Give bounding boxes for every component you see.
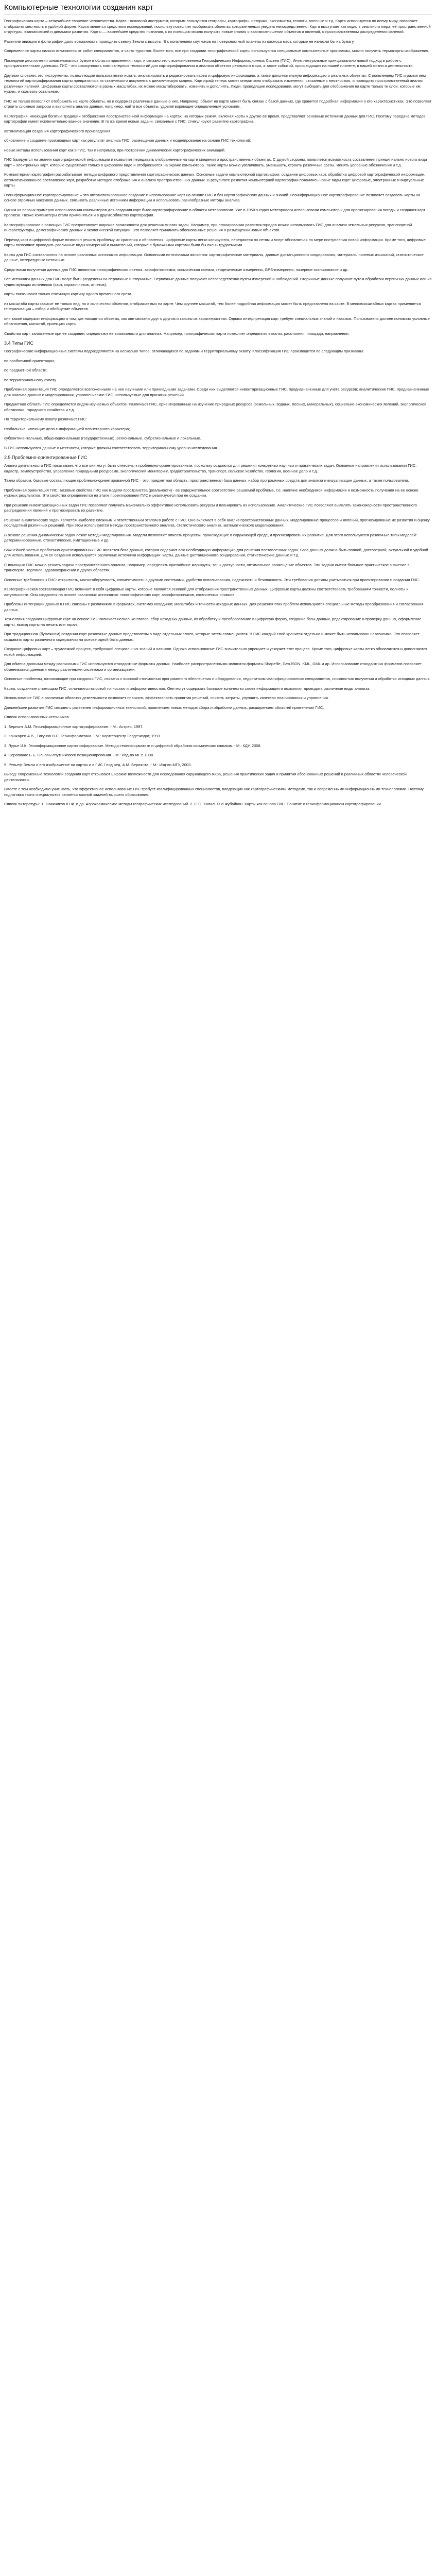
paragraph: Развитие авиации и фотографии дало возможность проводить съемку Земли с высоты. В с появлением спутников на поверхностный планеты из космоса мест, которые не нанесли бы на бумагу. [4,39,355,44]
paragraph: Карты для ГИС составляются на основе различных источников информации. Основными источниками являются: картографические материалы, данные дистанционного зондирования, материалы полевых изысканий, статистические данные, литературные источники. [4,252,424,262]
paragraph: Геоинформационное картографирование – это автоматизированное создание и использование карт на основе ГИС и баз картографических данных и знаний. Геоинформационное картографирование позволяет создавать карты на основе огромных массивов данных, связывать различные источники информации и использовать разнообразные методы анализа. [4,192,421,202]
paragraph: Географическая карта – величайшее творение человечества. Карта - основной инструмент, которым пользуются географы, картографы, историки, экономисты, геологи, военные и т.д. Карта используется по всему миру, позволяет отобразить местность в удобной форме. Карта является средством исследований, поскольку позволяет изображать объекты, которые нельзя увидеть непосредственно. Карта выступает как модель реального мира, её пространственной структуры, взаимосвязей и динамики развития. Карты — важнейшее средство познания, с их помощью можно получить новые знания о взаимоотношении объектов и явлений, о пространственном распределении явлений. [4,19,431,34]
paragraph: Основные проблемы, возникающие при создании ГИС, связаны с высокой стоимостью программного обеспечения и оборудования, недостатком квалифицированных специалистов, сложностью получения и обработки исходных данных. [4,676,431,681]
paragraph: автоматизация создания картографического произведения; [4,128,112,133]
paragraph: Последние десятилетия ознаменовались бумом в области применения карт, и связано это с возникновением Географических Информационных Систем (ГИС). Интеллектуальные принципиально новый подход в работе с пространственными данными. ГИС - это совокупность компьютерных технологий для картографирования и анализа объектов реального мира, а также событий, происходящих на нашей планете, в нашей жизни и деятельности. [4,58,414,68]
paragraph: новые методы использования карт как в ГИС, так и например, при построении динамических картографических анимаций. [4,147,226,152]
paragraph: При традиционном (бумажном) создании карт различные данные представлены в виде отдельных слоев, которые затем совмещаются. В ГИС каждый слой хранится отдельно и может быть использован независимо. Это позволяет создавать карты различного содержания на основе одной базы данных. [4,632,420,642]
paragraph: Другими словами, это инструменты, позволяющие пользователям искать, анализировать и редактировать карты и цифровую информацию, а также дополнительную информацию о реальных объектах. С появлением ГИС и развитием технологий картографирования карты превратились из статического документа в динамическую модель. Картограф теперь может оперативно отображать изменения, связанные с местностью, и проводить пространственный анализ различных явлений. Цифровые карты составляются в разных масштабах, их можно масштабировать, изменять и дополнять. Люди, проводящие исследования, могут выбирать для отображения на карте только те слои, которые им нужны, и скрывать остальные. [4,73,426,94]
paragraph: Проблемы интеграции данных в ГИС связаны с различиями в форматах, системах координат, масштабах и точности исходных данных. Для решения этих проблем используются специальные методы преобразования и согласования данных. [4,602,424,612]
paragraph: В ГИС используются данные о местности, которые должны соответствовать территориальному уровню исследования. [4,445,218,450]
paragraph: ГИС не только позволяют отображать на карте объекты, но и содержат различные данные о них. Например, объект на карте может быть связан с базой данных, где хранится подробная информация о его характеристиках. Это позволяет строить сложные запросы и выполнять анализ данных, например, найти все объекты, удовлетворяющие определенным условиям. [4,98,432,109]
paragraph: Картографирование с помощью ГИС предоставляет широкие возможности для решения многих задач. Например, при планировании развития городов можно использовать ГИС для анализа земельных ресурсов, транспортной инфраструктуры, демографических данных и экологической ситуации. Это позволяет принимать обоснованные решения о размещении новых объектов. [4,222,412,232]
paragraph: По территориальному охвату различают ГИС: [4,417,87,421]
paragraph: Дальнейшее развитие ГИС связано с развитием информационных технологий, появлением новых методов сбора и обработки данных, расширением областей применения ГИС. [4,705,324,710]
page [0,0,436,817]
paragraph: по территориальному охвату. [4,377,57,382]
paragraph: Основные требования к ГИС: открытость, масштабируемость, совместимость с другими системами, удобство использования, надежность и безопасность. Эти требования должны учитываться при проектировании и создании ГИС. [4,577,420,582]
paragraph: Список использованных источников [4,715,69,719]
paragraph: 3. Лурье И.К. Геоинформационное картографирование. Методы геоинформатики и цифровой обработки космических снимков. - М.: КДУ, 2008. [4,743,261,748]
paragraph: по предметной области; [4,368,48,372]
paragraph: Использование ГИС в различных областях деятельности позволяет повысить эффективность принятия решений, снизить затраты, улучшить качество планирования и управления. [4,696,329,700]
paragraph: Картография, имеющая богатые традиции отображения пространственной информации на картах, на которых режим, включая карты и другие ее время, представляет основные источники данных для ГИС. Поэтому передача методов картографии имеет исключительно важное значение. В то же время новые задачи, связанные с ГИС, стимулируют развитие картографии. [4,113,426,124]
paragraph: Средствами получения данных для ГИС являются: топографическая съемка, аэрофотосъемка, космическая съемка, геодезические измерения, GPS-измерения, лазерное сканирование и др. [4,267,348,272]
paragraph: Решение аналитических задач является наиболее сложным и ответственным этапом в работе с ГИС. Оно включает в себя анализ пространственных данных, моделирование процессов и явлений, прогнозирование их развития и оценку последствий различных решений. При этом используются методы пространственного анализа, статистического анализа, математического моделирования. [4,517,430,528]
paragraph: Для обмена данными между различными ГИС используются стандартные форматы данных. Наиболее распространенными являются форматы Shapefile, GeoJSON, KML, GML и др. Использование стандартных форматов позволяет обмениваться данными между различными системами и организациями. [4,662,422,672]
paragraph: Технология создания цифровых карт на основе ГИС включает несколько этапов: сбор исходных данных, их обработку и преобразование в цифровую форму, создание базы данных, редактирование и проверку данных, оформление карты, вывод карты на печать или экран. [4,617,422,627]
paragraph: При решении инвентаризационных задач ГИС позволяют получать максимально эффективно использовать ресурсы и планировать их использование. Аналитические ГИС позволяют выявлять закономерности пространственного распределения явлений и прогнозировать их развитие. [4,502,417,513]
paragraph: Анализ деятельности ГИС показывает, что все они могут быть отнесены к проблемно-ориентированным, поскольку создаются для решения конкретных научных и практических задач. Основные направления использования ГИС: кадастр, землеустройство, управление природными ресурсами, экологический мониторинг, градостроительство, транспорт, сельское хозяйство, геология, военное дело и т.д. [4,463,417,473]
paragraph: Вывод: современные технологии создания карт открывают широкие возможности для исследования окружающего мира, решения практических задач и принятия обоснованных решений в различных областях человеческой деятельности. [4,772,407,782]
paragraph: 4. Серапинас Б.Б. Основы спутникового позиционирования. - М.: Изд-во МГУ, 1998. [4,753,154,757]
paragraph: из масштаба карты зависит не только вид, но и количество объектов, отображаемых на карте. Чем крупнее масштаб, тем более подробная информация может быть представлена на карте. В мелкомасштабных картах применяется генерализация – отбор и обобщение объектов. [4,301,421,311]
page-title: Компьютерные технологии создания карт [4,3,432,14]
paragraph: 5. Рельеф Земли и его изображение на картах и в ГИС / под ред. А.М. Берлянта. - М.: Изд-во МГУ, 2003. [4,762,192,767]
paragraph: глобальные, имеющие дело с информацией планетарного характера; [4,426,130,431]
paragraph: Предметная область ГИС определяется видом изучаемых объектов. Различают ГИС, ориентированные на изучение природных ресурсов (земельных, водных, лесных, минеральных), социально-экономических явлений, экологической обстановки, городского хозяйства и т.д. [4,402,427,412]
paragraph: 2. Кошкарев А.В., Тикунов В.С. Геоинформатика. - М.: Картгеоцентр-Геодезиздат, 1993. [4,734,161,738]
paragraph: Одним из первых примеров использования компьютеров для создания карт было картографирование в области метеорологии. Уже в 1950-х годах метеорологи использовали компьютеры для прогнозирования погоды и создания карт прогноза. Позже компьютеры стали применяться и в других областях картографии. [4,207,426,217]
article-body [4,19,432,807]
paragraph: субконтинентальные, общенациональные (государственные), региональные, субрегиональные и локальные. [4,436,201,440]
paragraph: Современные карты сильно отличаются от работ специалистов, а часто туристов. Более того, все при создании топографической карты используются специальные компьютерные программы, можно получить термокарты изображения. [4,48,429,53]
paragraph: карты показывают только статичную картину одного временного среза. [4,292,132,296]
paragraph: В основе решения динамических задач лежат методы моделирования. Модели позволяют описать процессы, происходящие в окружающей среде, и прогнозировать их развитие. Для этого используются различные типы моделей: детерминированные, стохастические, имитационные и др. [4,532,417,543]
paragraph: Список литературы: 1. Книжников Ю.Ф. и др. Аэрокосмические методы географических исследований. 2. С.С. Халил. О.И Фубайнин. Карты как основа ГИС. Понятие о геоинформационном картографировании. [4,802,382,806]
paragraph: Проблемная ориентация ГИС определяется возложенными на нее научными или прикладными задачами. Среди них выделяются инвентаризационные ГИС, предназначенные для учета ресурсов; аналитические ГИС, предназначенные для анализа данных и моделирования; управленческие ГИС, используемые для принятия решений. [4,387,429,397]
paragraph: Таким образом, базовые составляющие проблемно-ориентированной ГИС – это: предметная область, пространственная база данных, набор программных средств для анализа и визуализации данных, а также пользователи. [4,478,409,483]
paragraph: Карты, созданные с помощью ГИС, отличаются высокой точностью и информативностью. Они могут содержать большое количество слоев информации и позволяют проводить различные виды анализа. [4,686,371,691]
paragraph: 1. Берлянт А.М. Геоинформационное картографирование. - М.: Астрея, 1997. [4,724,144,729]
paragraph: Важнейшей частью проблемно-ориентированных ГИС является база данных, которая содержит всю необходимую информацию для решения поставленных задач. База данных должна быть полной, достоверной, актуальной и удобной для использования. Для ее создания используются различные источники информации: карты, данные дистанционного зондирования, статистические данные и т.д. [4,547,428,557]
paragraph: ГИС базируется на знании картографической информации и позволяет передавать отображенные на карте сведения о пространственных объектах. С другой стороны, появляется возможность составления принципиально нового вида карт – электронных карт, которые существуют только в цифровом виде и отображаются на экране компьютера. Такие карты можно увеличивать, уменьшать, строить различные срезы, менять условные обозначения и т.д. [4,157,427,167]
paragraph: Картографическая составляющая ГИС включает в себя цифровые карты, которые являются основой для отображения пространственных данных. Цифровые карты должны соответствовать требованиям точности, полноты и актуальности. Они создаются на основе различных источников: топографических карт, аэрофотоснимков, космических снимков. [4,587,409,597]
paragraph: Переход карт в цифровой форме позволил решить проблему их хранения и обновления. Цифровые карты легко копируются, передаются по сетям и могут обновляться по мере поступления новой информации. Кроме того, цифровые карты позволяют проводить различные виды измерений и вычислений, которые с бумажными картами были бы очень трудоемкими. [4,237,426,247]
paragraph: Свойства карт, заложенные при ее создании, определяют ее возможности для анализа. Например, топографическая карта позволяет определять высоты, расстояния, площади, направления. [4,331,350,336]
paragraph: Проблемная ориентация ГИС. Базовые свойства ГИС как модели пространства (реальности) - ее содержательное соответствие решаемой проблеме, т.е. наличие необходимой информации и возможность получения на ее основе нужных результатов. Эти свойства определяются на этапе проектирования ГИС и реализуются при ее создании. [4,487,418,498]
section-heading: 2.5.Проблемно-ориентированные ГИС [4,455,88,460]
paragraph: по проблемной ориентации; [4,358,55,363]
paragraph: Создание цифровых карт – трудоемкий процесс, требующий специальных знаний и навыков. Однако использование ГИС значительно упрощает и ускоряет этот процесс. Кроме того, цифровые карты легко обновляются и дополняются новой информацией. [4,647,427,657]
paragraph: обновление и создание производных карт как результат анализа ГИС, размещение данных и моделирование на основе ГИС технологий; [4,138,251,143]
paragraph: С помощью ГИС можно решать задачи пространственного анализа, например, определять кратчайшие маршруты, зоны доступности, оптимальное размещение объектов. Эти задачи имеют большое практическое значение в транспорте, торговле, здравоохранении и других областях. [4,562,410,572]
paragraph: Вместе с тем необходимо учитывать, что эффективное использование ГИС требует квалифицированных специалистов, владеющих как картографическими методами, так и современными информационными технологиями. Поэтому подготовка таких специалистов является важной задачей высшего образования. [4,787,424,797]
paragraph: Все источники данных для ГИС могут быть разделены на первичные и вторичные. Первичные данные получают непосредственно путем измерений и наблюдений. Вторичные данные получают путем обработки первичных данных или из существующих источников (карт, справочников, отчетов). [4,277,432,287]
paragraph: Географические информационные системы подразделяются на несколько типов, отличающихся по задачам и территориальному охвату. Классификация ГИС производится по следующим признакам: [4,349,364,353]
paragraph: Компьютерная картография разрабатывает методы цифрового представления картографических данных. Основные задачи компьютерной картографии: создание цифровых карт, обработка цифровой картографической информации, автоматизированное составление карт, разработка методов отображения и анализа пространственных данных. В результате развития компьютерной картографии появились новые виды карт: цифровые, электронные и виртуальные карты. [4,172,426,188]
section-heading: 3.4 Типы ГИС [4,341,33,346]
paragraph: они также содержат информацию о том, где находятся объекты, как они связаны друг с другом и каковы их характеристики. Однако интерпретация карт требует специальных знаний и навыков. Пользователь должен понимать условные обозначения, масштаб, проекцию карты. [4,316,430,326]
